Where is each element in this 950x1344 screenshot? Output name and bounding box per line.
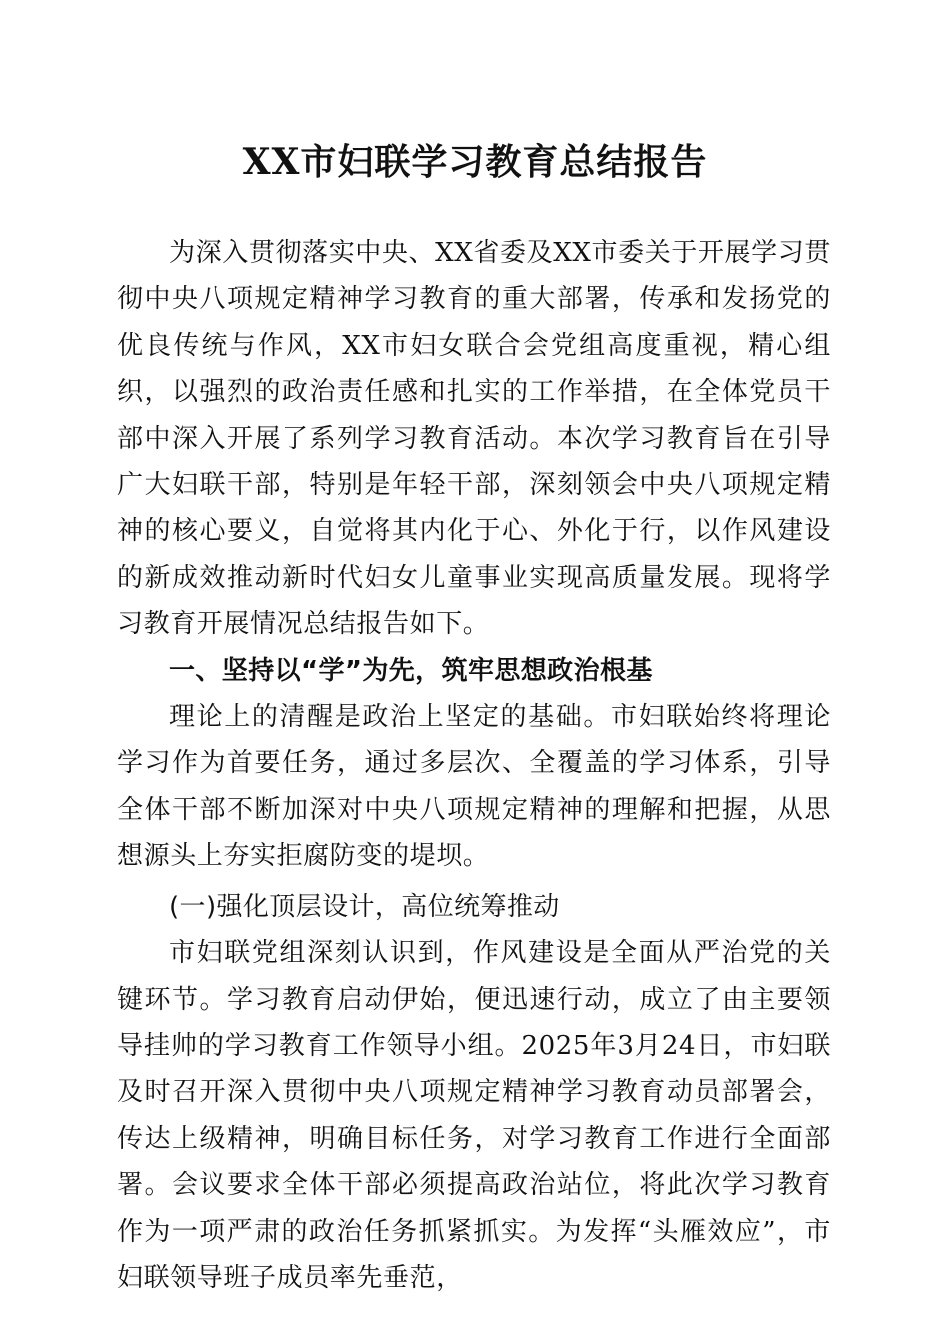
subsection-heading-1: (一)强化顶层设计，高位统筹推动 (169, 891, 560, 922)
document-body (117, 230, 831, 1301)
section-1-paragraph: 理论上的清醒是政治上坚定的基础。市妇联始终将理论学习作为首要任务，通过多层次、全覆盖的学习体系，引导全体干部不断加深对中央八项规定精神的理解和把握，从思想源头上夯实拒腐防变的堤坝。 (117, 702, 831, 872)
document-title: XX市妇联学习教育总结报告 (242, 141, 708, 183)
subsection-1-paragraph: 市妇联党组深刻认识到，作风建设是全面从严治党的关键环节。学习教育启动伊始，便迅速行动，成立了由主要领导挂帅的学习教育工作领导小组。2025年3月24日，市妇联及时召开深入贯彻中央八项规定精神学习教育动员部署会，传达上级精神，明确目标任务，对学习教育工作进行全面部署。会议要求全体干部必须提高政治站位，将此次学习教育作为一项严肃的政治任务抓紧抓实。为发挥“头雁效应”，市妇联领导班子成员率先垂范， (117, 938, 831, 1293)
section-heading-1: 一、坚持以“学”为先，筑牢思想政治根基 (169, 655, 653, 686)
intro-paragraph: 为深入贯彻落实中央、XX省委及XX市委关于开展学习贯彻中央八项规定精神学习教育的重大部署，传承和发扬党的优良传统与作风，XX市妇女联合会党组高度重视，精心组织，以强烈的政治责任感和扎实的工作举措，在全体党员干部中深入开展了系列学习教育活动。本次学习教育旨在引导广大妇联干部，特别是年轻干部，深刻领会中央八项规定精神的核心要义，自觉将其内化于心、外化于行，以作风建设的新成效推动新时代妇女儿童事业实现高质量发展。现将学习教育开展情况总结报告如下。 (117, 238, 831, 640)
